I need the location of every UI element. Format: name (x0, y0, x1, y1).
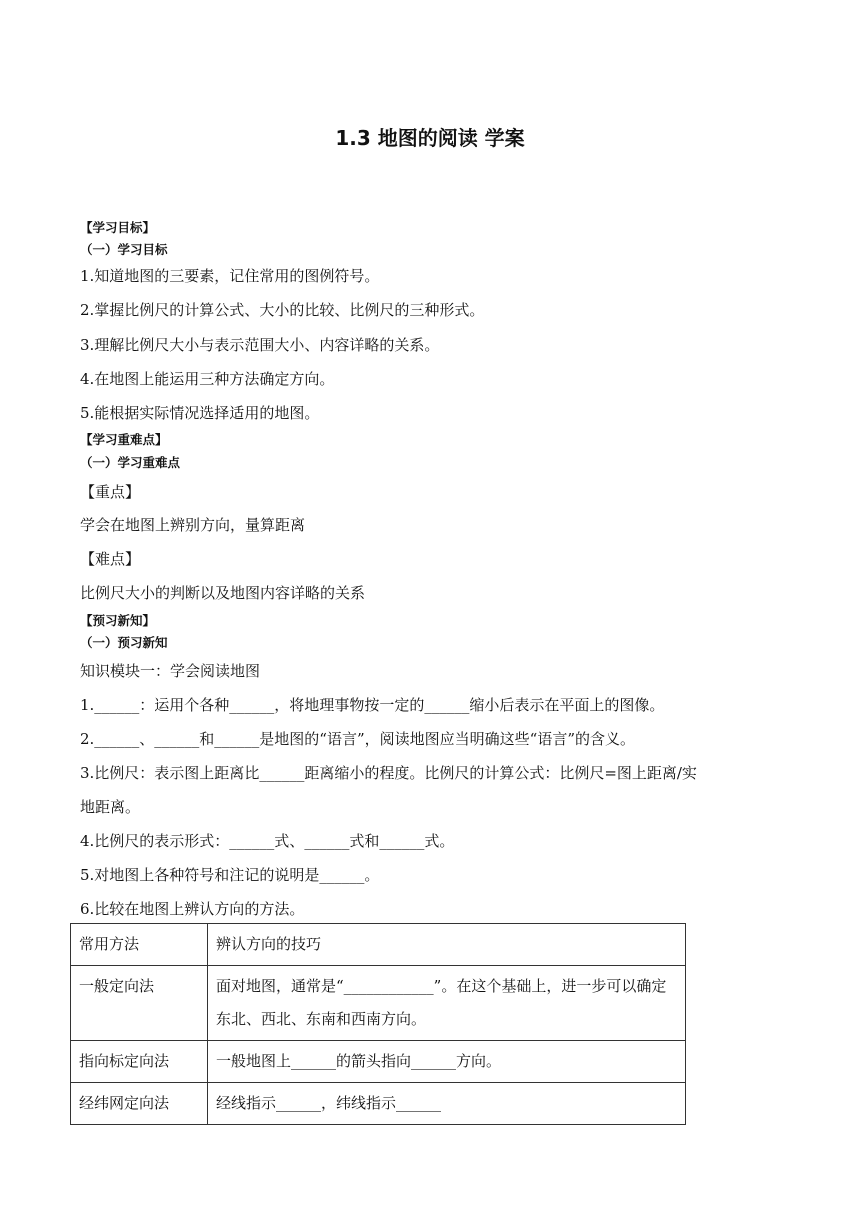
method-cell: 一般定向法 (71, 966, 208, 1041)
preview-item-continued: 地距离。 (80, 798, 141, 816)
table-header-cell: 常用方法 (71, 924, 208, 966)
table-header-row (71, 924, 686, 966)
tip-cell: 一般地图上______的箭头指向______方向。 (208, 1041, 686, 1083)
table-row (71, 966, 686, 1041)
method-cell: 经纬网定向法 (71, 1083, 208, 1125)
tip-cell: 面对地图，通常是“____________”。在这个基础上，进一步可以确定东北、西北、东南和西南方向。 (208, 966, 686, 1041)
tip-cell: 经线指示______，纬线指示______ (208, 1083, 686, 1125)
method-cell: 指向标定向法 (71, 1041, 208, 1083)
direction-methods-table (70, 923, 686, 1125)
difficulty-label: 【难点】 (80, 550, 141, 568)
preview-item: 4.比例尺的表示形式：______式、______式和______式。 (80, 832, 455, 850)
focus-label: 【重点】 (80, 483, 141, 501)
key-subheader: （一）学习重难点 (80, 455, 181, 470)
table-row (71, 1083, 686, 1125)
module-title: 知识模块一：学会阅读地图 (80, 662, 261, 680)
goal-item: 4.在地图上能运用三种方法确定方向。 (80, 370, 335, 388)
preview-item: 5.对地图上各种符号和注记的说明是______。 (80, 866, 380, 884)
preview-header: 【预习新知】 (80, 613, 156, 628)
preview-item: 6.比较在地图上辨认方向的方法。 (80, 900, 305, 918)
goals-header: 【学习目标】 (80, 220, 156, 235)
focus-text: 学会在地图上辨别方向，量算距离 (80, 516, 306, 534)
difficulty-text: 比例尺大小的判断以及地图内容详略的关系 (80, 584, 366, 602)
preview-item: 1.______：运用个各种______，将地理事物按一定的______缩小后表示在平面上的图像。 (80, 696, 665, 714)
preview-item: 3.比例尺：表示图上距离比______距离缩小的程度。比例尺的计算公式：比例尺=图上距离/实 (80, 764, 697, 782)
goals-subheader: （一）学习目标 (80, 242, 168, 257)
key-header: 【学习重难点】 (80, 432, 168, 447)
preview-subheader: （一）预习新知 (80, 635, 168, 650)
table-header-cell: 辨认方向的技巧 (208, 924, 686, 966)
goal-item: 5.能根据实际情况选择适用的地图。 (80, 404, 320, 422)
goal-item: 1.知道地图的三要素，记住常用的图例符号。 (80, 267, 380, 285)
table-row (71, 1041, 686, 1083)
goal-item: 2.掌握比例尺的计算公式、大小的比较、比例尺的三种形式。 (80, 301, 485, 319)
page-title: 1.3 地图的阅读 学案 (335, 126, 525, 150)
preview-item: 2.______、______和______是地图的“语言”，阅读地图应当明确这些“语言”的含义。 (80, 730, 635, 748)
goal-item: 3.理解比例尺大小与表示范围大小、内容详略的关系。 (80, 336, 440, 354)
